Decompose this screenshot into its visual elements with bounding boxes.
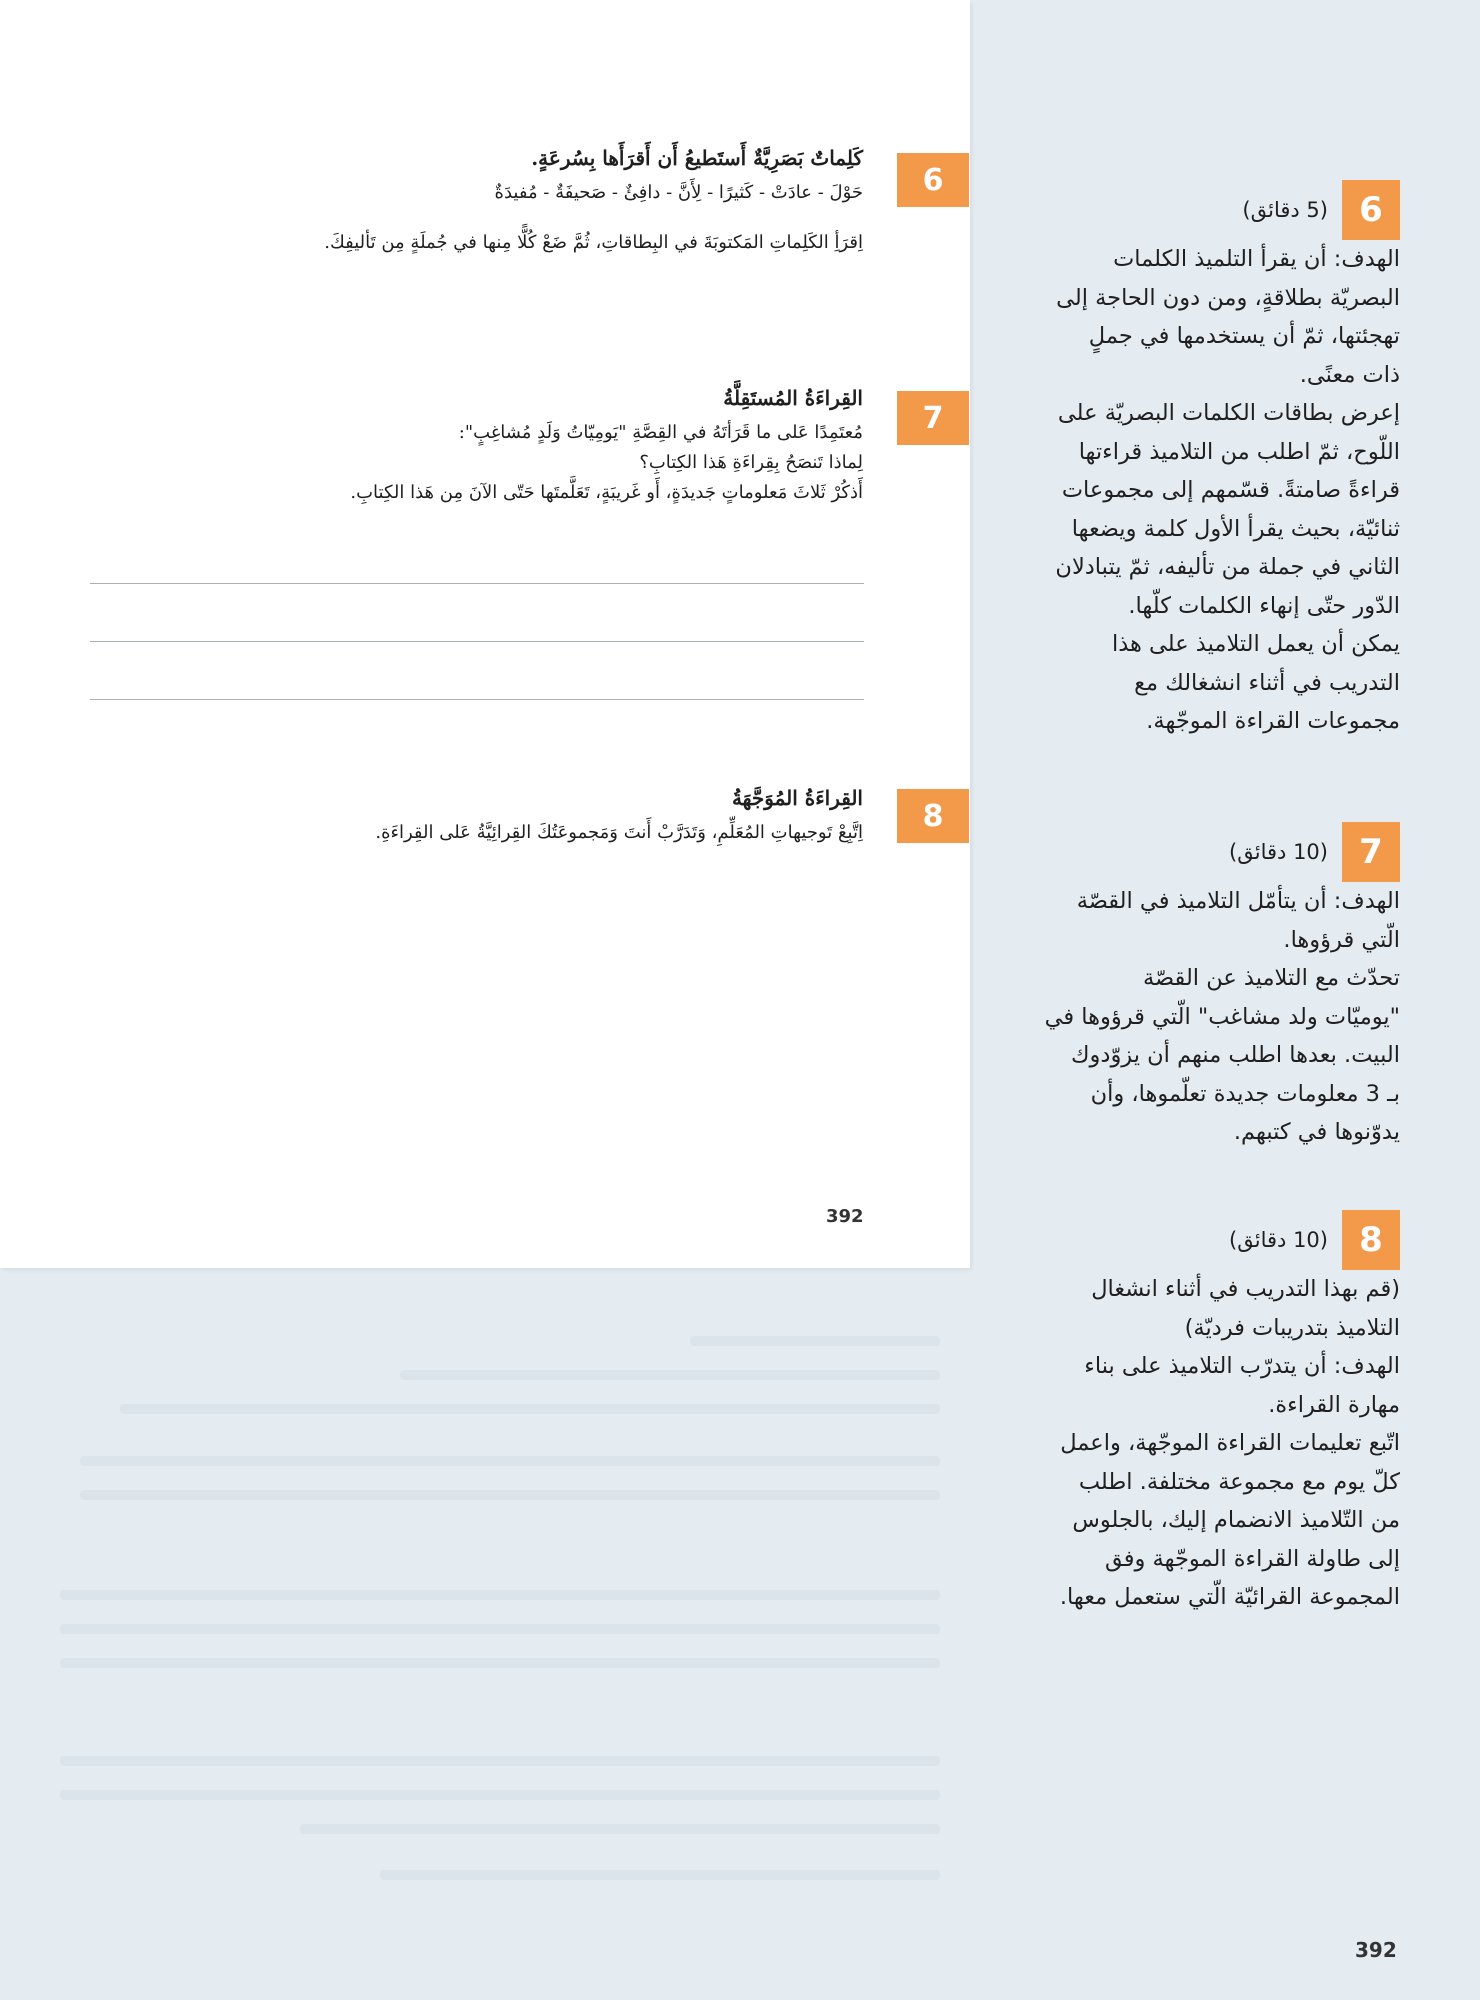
answer-line-2[interactable] [90,641,864,642]
teacher-line: الدّور حتّى إنهاء الكلمات كلّها. [1128,592,1400,619]
teacher-page-number: 392 [1355,1938,1397,1962]
teacher-line: ثنائيّة، بحيث يقرأ الأول كلمة ويضعها [1071,515,1400,542]
show-through-text [300,1824,940,1834]
show-through-text [60,1790,940,1800]
teacher-line: إعرض بطاقات الكلمات البصريّة على [1057,400,1400,426]
student-book-page [0,0,970,1268]
teacher-line: قراءةً صامتةً. قسّمهم إلى مجموعات [1061,477,1400,503]
teacher-line: مجموعات القراءة الموجّهة. [1146,708,1400,734]
teacher-line: الهدف: أن يتأمّل التلاميذ في القصّة [1076,888,1400,914]
section-8-content [93,786,863,848]
answer-line-1[interactable] [90,583,864,584]
section-8-instruction: اِتَّبِعْ تَوجيهاتِ المُعَلِّمِ، وَتَدَرَّبْ أَنتَ وَمَجموعَتُكَ القِرائِيَّةُ عَلى القِراءَةِ. [375,822,863,843]
teacher-line: تحدّث مع التلاميذ عن القصّة [1142,965,1400,991]
teacher-line: ذات معنًى. [1299,361,1400,388]
section-8-title: القِراءَةُ المُوَجَّهَةُ [731,786,863,810]
show-through-text [80,1490,940,1500]
teacher-section-8-duration: (10 دقائق) [1229,1228,1328,1252]
section-8-badge: 8 [897,789,969,843]
teacher-line: الهدف: أن يقرأ التلميذ الكلمات [1113,246,1400,272]
teacher-section-7 [1018,822,1400,1152]
teacher-line: الثاني في جملة من تأليفه، ثمّ يتبادلان [1055,554,1400,580]
teacher-line: (قم بهذا التدريب في أثناء انشغال [1091,1276,1400,1302]
teacher-line: تهجئتها، ثمّ أن يستخدمها في جملٍ [1088,323,1400,349]
teacher-line: يمكن أن يعمل التلاميذ على هذا [1111,631,1400,657]
teacher-line: "يوميّات ولد مشاغب" الّتي قرؤوها في [1044,1003,1400,1030]
section-7-line-1: مُعتَمِدًا عَلى ما قَرَأتَهُ في القِصَّةِ "يَومِيّاتُ وَلَدٍ مُشاغِبٍ": [458,422,863,443]
show-through-text [60,1590,940,1600]
teacher-section-6-badge: 6 [1342,180,1400,240]
teacher-line: إلى طاولة القراءة الموجّهة وفق [1104,1545,1400,1572]
section-6-title: كَلِماتٌ بَصَرِيَّةٌ أَستَطيعُ أَن أَقرَأَها بِسُرعَةٍ. [531,146,863,170]
show-through-text [60,1624,940,1634]
sight-words-list: حَوْلَ - عادَتْ - كَثيرًا - لِأَنَّ - دافِئٌ - صَحيفَةٌ - مُفيدَةٌ [494,182,863,203]
teacher-line: التلاميذ بتدريبات فرديّة) [1184,1314,1400,1341]
show-through-text [60,1658,940,1668]
teacher-line: مهارة القراءة. [1268,1391,1400,1418]
teacher-section-8-badge: 8 [1342,1210,1400,1270]
teacher-line: الّتي قرؤوها. [1283,926,1400,953]
teacher-line: بـ 3 معلومات جديدة تعلّموها، وأن [1090,1080,1400,1107]
show-through-text [690,1336,940,1346]
teacher-section-7-badge: 7 [1342,822,1400,882]
section-7-title: القِراءَةُ المُستَقِلَّةُ [723,386,863,410]
teacher-line: التدريب في أثناء انشغالك مع [1134,669,1400,696]
section-7-content [93,386,863,508]
teacher-section-6 [1018,180,1400,741]
teacher-section-7-header [1018,822,1400,882]
section-6-badge: 6 [897,153,969,207]
show-through-text [120,1404,940,1414]
student-page-number: 392 [826,1206,864,1227]
teacher-line: كلّ يوم مع مجموعة مختلفة. اطلب [1078,1468,1400,1495]
teacher-line: اتّبع تعليمات القراءة الموجّهة، واعمل [1060,1430,1400,1456]
show-through-text [60,1756,940,1766]
section-6-content [93,146,863,258]
teacher-line: الهدف: أن يتدرّب التلاميذ على بناء [1084,1353,1400,1379]
teacher-line: المجموعة القرائيّة الّتي ستعمل معها. [1059,1584,1400,1610]
show-through-text [400,1370,940,1380]
teacher-line: من التّلاميذ الانضمام إليك، بالجلوس [1072,1507,1400,1533]
teacher-section-8 [1018,1210,1400,1617]
teacher-line: يدوّنوها في كتبهم. [1233,1119,1400,1145]
teacher-line: البيت. بعدها اطلب منهم أن يزوّدوك [1071,1042,1400,1068]
teacher-line: اللّوح، ثمّ اطلب من التلاميذ قراءتها [1078,438,1400,465]
teacher-guide-column [1018,0,1400,2000]
show-through-text [380,1870,940,1880]
answer-line-3[interactable] [90,699,864,700]
section-6-instruction: اِقرَأِ الكَلِماتِ المَكتوبَةَ في البِطاقاتِ، ثُمَّ ضَعْ كُلًّا مِنها في جُملَةٍ مِن تَأليفِكَ. [324,232,863,253]
teacher-section-8-header [1018,1210,1400,1270]
section-7-task: أَذكُرْ ثَلاثَ مَعلوماتٍ جَديدَةٍ، أَو غَريبَةٍ، تَعَلَّمتَها حَتّى الآنَ مِن هَذا الكِتابِ. [350,482,863,503]
section-7-badge: 7 [897,391,969,445]
teacher-section-6-header [1018,180,1400,240]
section-7-question: لِماذا تَنصَحُ بِقِراءَةِ هَذا الكِتابِ؟ [639,452,863,473]
teacher-section-6-duration: (5 دقائق) [1242,198,1328,222]
teacher-line: البصريّة بطلاقةٍ، ومن دون الحاجة إلى [1056,284,1400,311]
teacher-section-7-duration: (10 دقائق) [1229,840,1328,864]
show-through-text [80,1456,940,1466]
